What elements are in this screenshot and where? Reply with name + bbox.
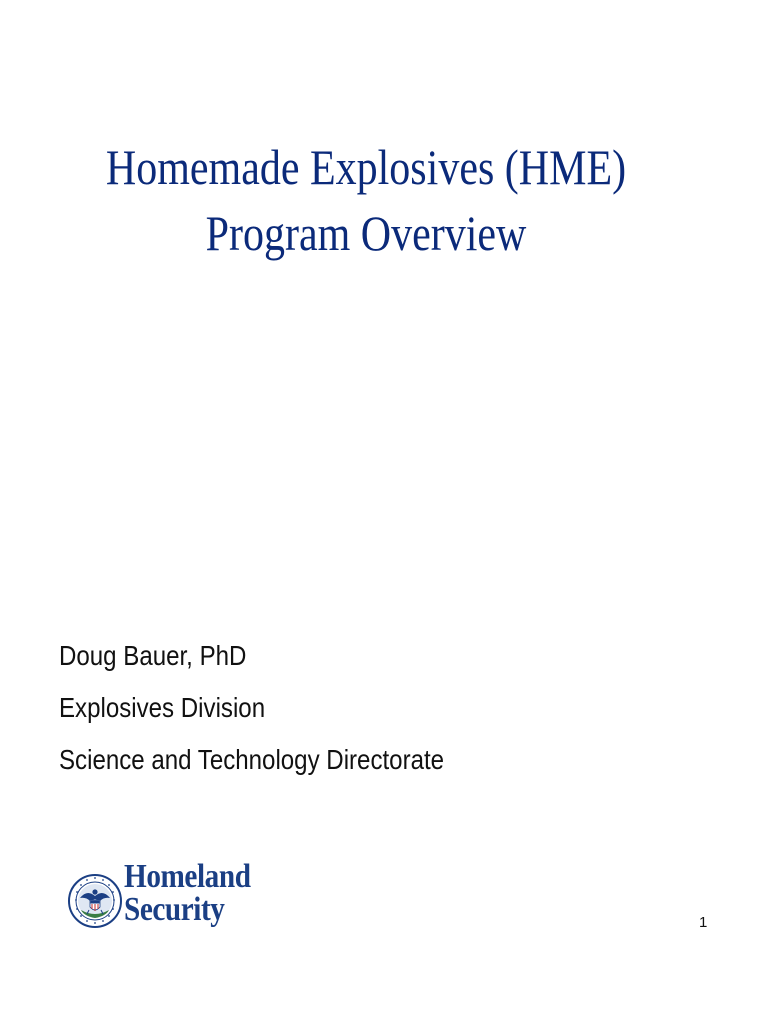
dhs-seal-icon xyxy=(68,858,122,944)
author-division: Explosives Division xyxy=(59,692,266,723)
wordmark-homeland: Homeland xyxy=(124,858,251,895)
dhs-logo xyxy=(68,855,251,945)
author-block xyxy=(59,636,444,792)
author-name: Doug Bauer, PhD xyxy=(59,640,247,671)
wordmark-security: Security xyxy=(124,891,225,928)
dhs-wordmark xyxy=(124,860,251,926)
page-number: 1 xyxy=(699,914,708,931)
title-line-1: Homemade Explosives (HME) xyxy=(105,139,627,195)
author-directorate: Science and Technology Directorate xyxy=(59,744,445,775)
title-line-2: Program Overview xyxy=(205,205,527,261)
slide-title xyxy=(59,134,674,266)
